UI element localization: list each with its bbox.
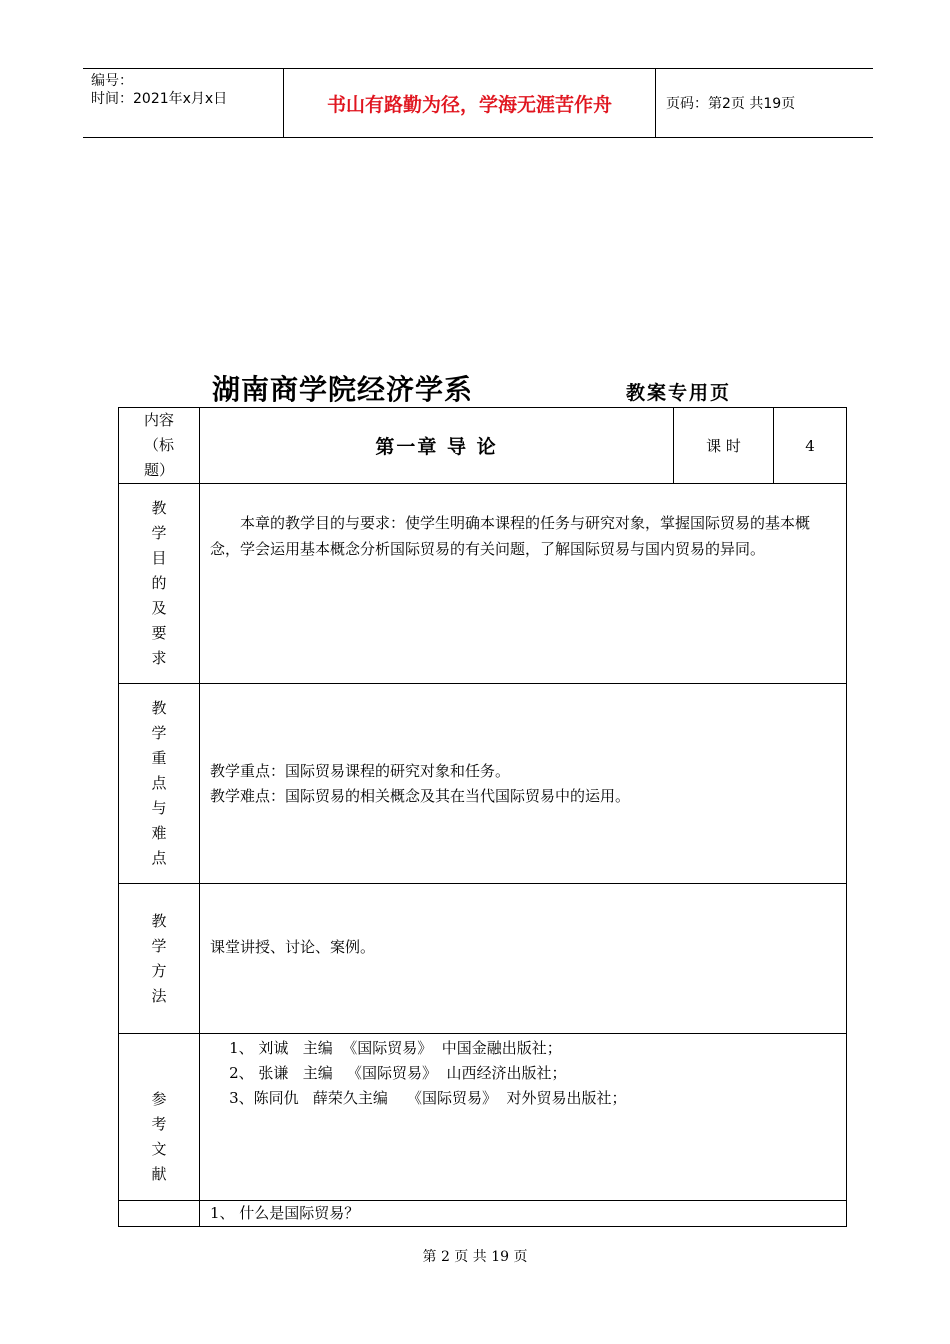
page-footer: 第 2 页 共 19 页 xyxy=(422,1249,528,1265)
hours-label: 课 时 xyxy=(674,408,774,484)
key-points-content xyxy=(200,684,847,884)
hours-value: 4 xyxy=(774,408,847,484)
label-key-points: 教 学 重 点 与 难 点 xyxy=(119,684,200,884)
reference-list xyxy=(200,1034,846,1111)
chapter-title: 第一章 导 论 xyxy=(200,408,674,484)
questions-content xyxy=(200,1201,847,1227)
row-references xyxy=(119,1034,847,1201)
question-item: 1、 什么是国际贸易？ xyxy=(210,1204,360,1222)
row-questions xyxy=(119,1201,847,1227)
objectives-content xyxy=(200,484,847,684)
reference-item: 3、陈同仇 薛荣久主编 《国际贸易》 对外贸易出版社； xyxy=(210,1089,627,1107)
key-point-text: 教学重点：国际贸易课程的研究对象和任务。 xyxy=(210,761,511,780)
date-text: 时间：2021年x月x日 xyxy=(91,91,228,107)
references-content xyxy=(200,1034,847,1201)
lesson-plan-table xyxy=(118,407,847,1227)
header-meta xyxy=(83,69,283,137)
header-page-info: 页码：第2页 共19页 xyxy=(666,96,796,112)
row-key-points xyxy=(119,684,847,884)
difficulty-text: 教学难点：国际贸易的相关概念及其在当代国际贸易中的运用。 xyxy=(210,786,631,805)
methods-content xyxy=(200,884,847,1034)
serial-label: 编号： xyxy=(91,73,133,89)
reference-item: 1、 刘诚 主编 《国际贸易》 中国金融出版社； xyxy=(210,1039,562,1057)
row-title xyxy=(119,408,847,484)
label-content-title: 内容 （标 题） xyxy=(119,408,200,484)
label-methods: 教 学 方 法 xyxy=(119,884,200,1034)
label-questions xyxy=(119,1201,200,1227)
label-objectives: 教 学 目 的 及 要 求 xyxy=(119,484,200,684)
label-references: 参 考 文 献 xyxy=(119,1034,200,1201)
reference-item: 2、 张谦 主编 《国际贸易》 山西经济出版社； xyxy=(210,1064,567,1082)
row-methods xyxy=(119,884,847,1034)
row-objectives xyxy=(119,484,847,684)
document-subtitle: 教案专用页 xyxy=(626,382,732,404)
page-header xyxy=(83,68,873,138)
document-title: 湖南商学院经济学系 xyxy=(212,373,474,406)
methods-text: 课堂讲授、讨论、案例。 xyxy=(210,938,376,956)
objectives-text: 本章的教学目的与要求：使学生明确本课程的任务与研究对象，掌握国际贸易的基本概念，学会运用基本概念分析国际贸易的有关问题，了解国际贸易与国内贸易的异同。 xyxy=(210,514,811,558)
header-motto: 书山有路勤为径，学海无涯苦作舟 xyxy=(283,69,656,137)
